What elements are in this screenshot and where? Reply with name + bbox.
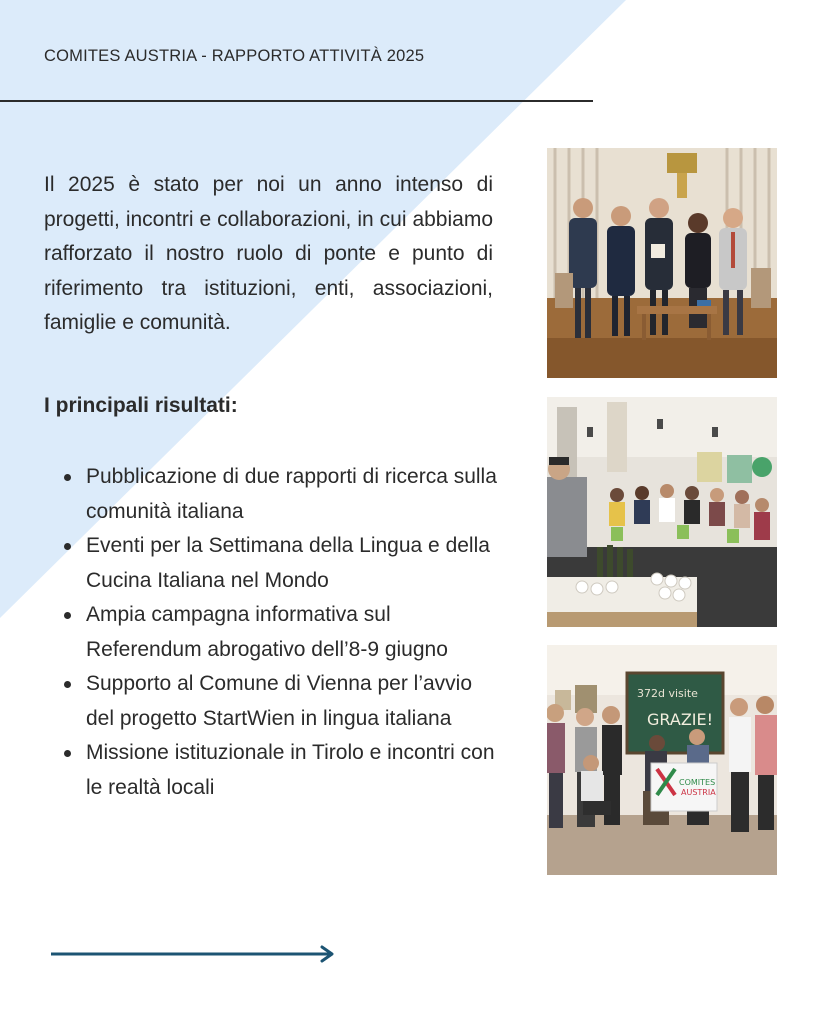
list-item-text: Missione istituzionale in Tirolo e incontri con le realtà locali [86,741,495,799]
list-item [64,460,504,529]
banner-comites-text: COMITES [679,778,716,787]
bullet-icon [64,474,71,481]
list-item [64,667,504,736]
report-header-title: COMITES AUSTRIA - RAPPORTO ATTIVITÀ 2025 [44,47,425,65]
blackboard-visits-text: 372d visite [637,687,698,700]
photo-report-presentation [547,148,777,378]
bullet-icon [64,543,71,550]
list-item-text: Ampia campagna informativa sul Referendum abrogativo dell’8-9 giugno [86,603,448,661]
blackboard-thanks-text: GRAZIE! [647,710,714,729]
results-heading: I principali risultati: [44,394,238,417]
header-divider [0,100,593,102]
intro-paragraph: Il 2025 è stato per noi un anno intenso di progetti, incontri e collaborazioni, in cui abbiamo rafforzato il nostro ruolo di ponte e punto di riferimento tra istituzioni, enti, associazioni, famiglie e comunità. [44,173,493,334]
arrow-right-icon [51,944,337,964]
banner-austria-text: AUSTRIA [681,788,716,797]
list-item [64,598,504,667]
list-item-text: Pubblicazione di due rapporti di ricerca sulla comunità italiana [86,465,497,523]
list-item-text: Supporto al Comune di Vienna per l’avvio del progetto StartWien in lingua italiana [86,672,473,730]
bullet-icon [64,750,71,757]
list-item-text: Eventi per la Settimana della Lingua e della Cucina Italiana nel Mondo [86,534,490,592]
bullet-icon [64,612,71,619]
bullet-icon [64,681,71,688]
list-item [64,736,504,805]
results-list [64,460,504,805]
photo-culinary-event [547,397,777,627]
list-item [64,529,504,598]
photo-group-blackboard [547,645,777,875]
